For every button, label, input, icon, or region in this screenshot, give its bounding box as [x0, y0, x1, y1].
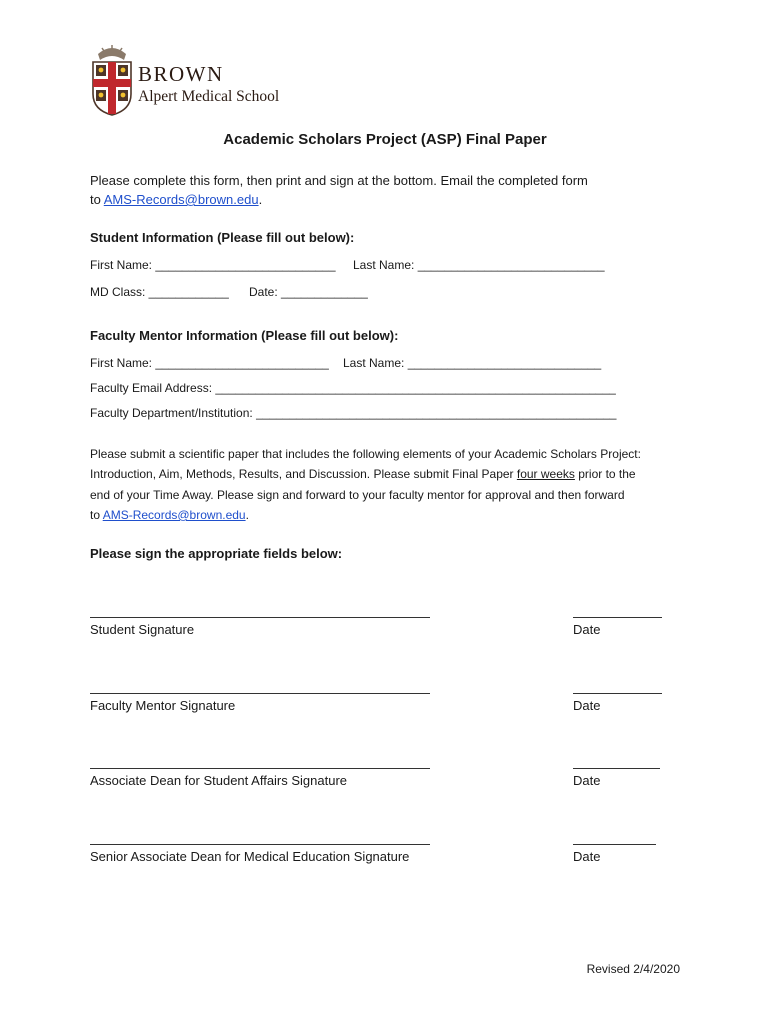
- faculty-first-name-field[interactable]: First Name: __________________________: [90, 356, 329, 370]
- intro-line-1: Please complete this form, then print and sign at the bottom. Email the completed form: [90, 173, 588, 188]
- brand-name: BROWN: [138, 62, 224, 86]
- date-label: Date: [573, 698, 601, 713]
- faculty-department-field[interactable]: Faculty Department/Institution: ______________________________________________________: [90, 406, 617, 420]
- intro-prefix: to: [90, 192, 104, 207]
- student-first-name-field[interactable]: First Name: ___________________________: [90, 258, 336, 272]
- date-label: Date: [573, 849, 601, 864]
- student-last-name-field[interactable]: Last Name: ____________________________: [353, 258, 605, 272]
- faculty-email-field[interactable]: Faculty Email Address: ____________________________________________________________: [90, 381, 616, 395]
- instructions-line-4: to AMS-Records@brown.edu.: [90, 507, 249, 522]
- intro-suffix: .: [258, 192, 263, 207]
- instructions-paragraph: [90, 444, 690, 525]
- signature-label: Student Signature: [90, 622, 195, 637]
- signature-label: Senior Associate Dean for Medical Education Signature: [90, 849, 410, 864]
- date-line[interactable]: [573, 768, 660, 769]
- page-title: Academic Scholars Project (ASP) Final Paper: [223, 131, 547, 148]
- signature-label: Faculty Mentor Signature: [90, 698, 236, 713]
- instructions-line-1: Please submit a scientific paper that includes the following elements of your Academic Scholars Project:: [90, 447, 641, 461]
- signature-line[interactable]: [90, 693, 430, 694]
- instructions-line-2: Introduction, Aim, Methods, Results, and Discussion. Please submit Final Paper four weeks prior to the: [90, 467, 636, 482]
- faculty-last-name-field[interactable]: Last Name: _____________________________: [343, 356, 602, 370]
- signature-line[interactable]: [90, 844, 430, 845]
- date-line[interactable]: [573, 617, 662, 618]
- signature-label: Associate Dean for Student Affairs Signature: [90, 773, 348, 788]
- instructions-line-3: end of your Time Away. Please sign and forward to your faculty mentor for approval and then forward: [90, 487, 625, 502]
- faculty-info-heading: Faculty Mentor Information (Please fill out below):: [90, 328, 399, 343]
- intro-line-2: [90, 192, 262, 207]
- date-line[interactable]: [573, 844, 656, 845]
- student-date-field[interactable]: Date: _____________: [249, 285, 368, 299]
- student-info-heading: Student Information (Please fill out below):: [90, 230, 355, 245]
- date-line[interactable]: [573, 693, 662, 694]
- signature-line[interactable]: [90, 768, 430, 769]
- md-class-field[interactable]: MD Class: ____________: [90, 285, 229, 299]
- email-link[interactable]: AMS-Records@brown.edu: [102, 507, 246, 522]
- date-label: Date: [573, 622, 601, 637]
- email-link[interactable]: AMS-Records@brown.edu: [103, 192, 259, 207]
- date-label: Date: [573, 773, 601, 788]
- brand-subtitle: Alpert Medical School: [138, 88, 280, 105]
- brown-shield-icon: [90, 44, 134, 116]
- four-weeks-emphasis: four weeks: [516, 467, 575, 482]
- signature-line[interactable]: [90, 617, 430, 618]
- signatures-heading: Please sign the appropriate fields below:: [90, 546, 343, 561]
- revised-date: Revised 2/4/2020: [586, 962, 680, 976]
